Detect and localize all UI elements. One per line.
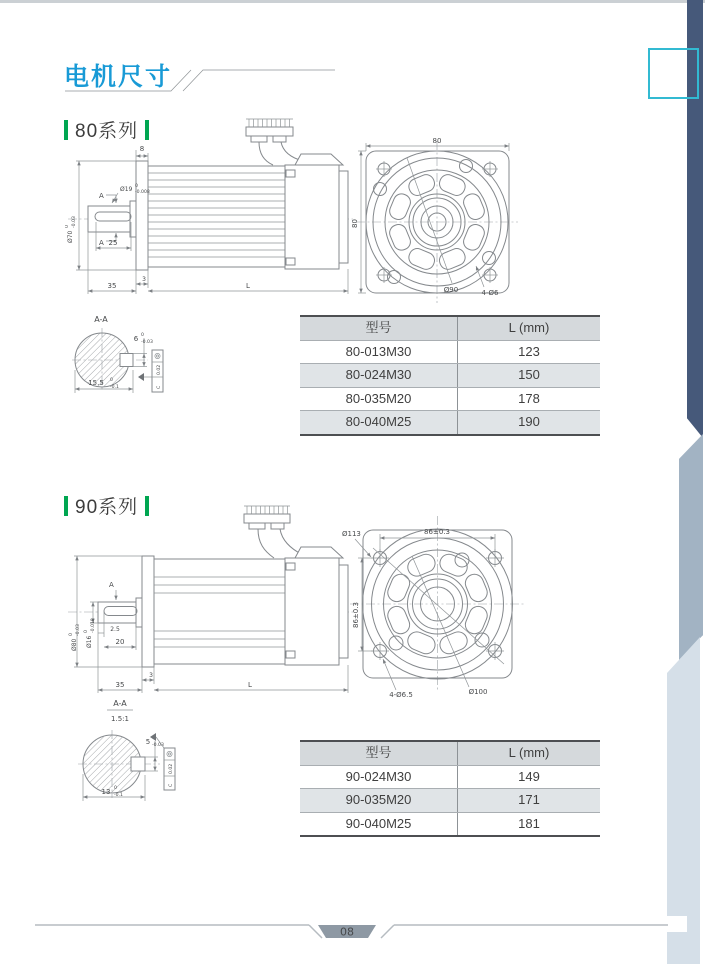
dim-pilot-tol-hi: 0 bbox=[65, 225, 70, 228]
page-title: 电机尺寸 bbox=[64, 63, 173, 91]
col-header-length: L (mm) bbox=[457, 742, 600, 765]
table-row bbox=[300, 410, 600, 434]
dim-outer-dia: Ø113 bbox=[342, 530, 361, 538]
dim-shaft-dia: Ø16 bbox=[86, 635, 93, 648]
cable bbox=[259, 142, 273, 165]
teal-outline-square bbox=[648, 48, 699, 99]
dim-pilot-circle: Ø90 bbox=[443, 286, 459, 294]
rear-housing bbox=[285, 165, 339, 269]
page-number: 08 bbox=[340, 925, 354, 939]
model-cell: 80-040M25 bbox=[345, 414, 412, 430]
tolerance-frame bbox=[138, 350, 163, 392]
table-row bbox=[300, 788, 600, 812]
finned-body bbox=[148, 166, 285, 267]
tolerance-frame bbox=[150, 733, 175, 790]
col-header-length: L (mm) bbox=[457, 317, 600, 340]
dim-shaft-tol-lo: -0.008 bbox=[135, 190, 150, 195]
table-row bbox=[300, 765, 600, 789]
dim-gap: 3 bbox=[142, 276, 146, 283]
connector-80 bbox=[246, 119, 303, 165]
section-marker-a-bottom: A bbox=[99, 239, 104, 247]
dimension-table-80 bbox=[300, 315, 600, 436]
dim-key-flat-hi: 0 bbox=[114, 786, 117, 791]
dim-flange-height: 80 bbox=[351, 219, 359, 228]
motor-90-front-view bbox=[340, 510, 530, 710]
dim-key-flat: 13 bbox=[101, 788, 111, 796]
table-header-row bbox=[300, 742, 600, 765]
dim-shaft-dia: Ø19 bbox=[120, 186, 133, 193]
top-edge-strip bbox=[0, 0, 705, 3]
section-marker-a-top: A bbox=[99, 192, 104, 200]
dim-mount-holes: 4-Ø6.5 bbox=[389, 691, 413, 699]
series-heading-label: 90系列 bbox=[75, 497, 139, 518]
motor-90-body bbox=[98, 547, 348, 667]
dim-pilot-tol-lo: -0.03 bbox=[72, 216, 77, 228]
shaft bbox=[88, 206, 130, 232]
dim-key-width-lo: -0.03 bbox=[141, 340, 153, 345]
keyway-flat bbox=[131, 757, 145, 771]
dim-key-offset: 2.5 bbox=[110, 626, 120, 633]
model-cell: 80-013M30 bbox=[345, 343, 412, 359]
dim-shaft-length: 35 bbox=[115, 681, 125, 689]
dim-pilot-circle: Ø100 bbox=[468, 688, 488, 696]
right-bar-medium bbox=[679, 434, 703, 660]
dim-pilot-tol-lo: -0.03 bbox=[76, 624, 81, 636]
motor-90-side-view bbox=[65, 495, 355, 705]
front-flange bbox=[142, 556, 154, 667]
dim-key-width-lo: -0.03 bbox=[152, 743, 164, 748]
model-cell: 90-040M25 bbox=[345, 815, 412, 831]
tolerance-value: 0.02 bbox=[157, 364, 162, 375]
dimension-table-90 bbox=[300, 740, 600, 837]
length-cell: 149 bbox=[457, 766, 600, 789]
dim-body-length: L bbox=[248, 681, 252, 689]
length-cell: 123 bbox=[457, 341, 600, 364]
cable bbox=[258, 529, 274, 558]
dim-shaft-tol-hi: 0 bbox=[84, 630, 89, 633]
table-header-row bbox=[300, 317, 600, 340]
dim-flange-thickness: 8 bbox=[139, 145, 145, 153]
length-cell: 181 bbox=[457, 813, 600, 836]
series-heading-label: 80系列 bbox=[75, 121, 139, 142]
table-row bbox=[300, 340, 600, 364]
dim-key-flat-lo: -0.1 bbox=[114, 793, 123, 798]
dim-shaft-tol-hi: 0 bbox=[135, 184, 138, 189]
datum-letter: C bbox=[169, 783, 174, 787]
dim-gap: 3 bbox=[149, 672, 153, 679]
terminal-housing bbox=[295, 154, 343, 165]
dim-key-width: 5 bbox=[145, 738, 151, 746]
table-row bbox=[300, 363, 600, 387]
keyway-flat bbox=[120, 354, 133, 367]
connector-90 bbox=[244, 506, 303, 558]
table-row bbox=[300, 387, 600, 411]
dim-mount-holes: 4-Ø6 bbox=[481, 289, 499, 297]
dim-pilot-tol-hi: 0 bbox=[69, 633, 74, 636]
section-scale: 1.5:1 bbox=[111, 715, 129, 723]
smooth-body bbox=[154, 559, 285, 664]
motor-80-body bbox=[88, 154, 348, 270]
dim-hole-span-v: 86±0.3 bbox=[352, 602, 360, 628]
section-title: A-A bbox=[113, 699, 127, 708]
length-cell: 190 bbox=[457, 411, 600, 434]
length-cell: 171 bbox=[457, 789, 600, 812]
dim-pilot-dia: Ø70 bbox=[67, 230, 74, 243]
length-cell: 150 bbox=[457, 364, 600, 387]
dim-pilot-dia: Ø80 bbox=[71, 638, 78, 651]
dim-key-length: 20 bbox=[115, 638, 125, 646]
dim-shaft-length: 35 bbox=[107, 282, 117, 290]
motor-80-side-view bbox=[65, 115, 355, 310]
motor-80-section-view bbox=[70, 308, 190, 420]
dim-body-length: L bbox=[246, 282, 250, 290]
page-footer bbox=[30, 912, 690, 946]
rear-cap bbox=[339, 171, 348, 263]
model-cell: 80-024M30 bbox=[345, 367, 412, 383]
dim-key-flat: 15.5 bbox=[88, 379, 104, 387]
dim-shaft-tol-lo: -0.018 bbox=[91, 618, 96, 633]
section-marker-a: A bbox=[109, 581, 114, 589]
datum-letter: C bbox=[157, 385, 162, 389]
front-flange bbox=[136, 161, 148, 270]
dim-key-flat-lo: -0.1 bbox=[110, 385, 119, 390]
motor-90-section-view bbox=[75, 692, 200, 817]
table-row bbox=[300, 812, 600, 836]
col-header-model: 型号 bbox=[365, 745, 392, 760]
section-title: A-A bbox=[94, 315, 108, 324]
motor-80-front-view bbox=[350, 130, 525, 305]
model-cell: 80-035M20 bbox=[345, 390, 412, 406]
dim-key-width-hi: 0 bbox=[141, 333, 144, 338]
mounting-holes bbox=[374, 160, 499, 284]
tolerance-value: 0.02 bbox=[169, 763, 174, 774]
dim-key-length: 25 bbox=[108, 239, 118, 247]
col-header-model: 型号 bbox=[365, 320, 392, 335]
dim-key-flat-hi: 0 bbox=[110, 378, 113, 383]
terminal-housing bbox=[295, 547, 343, 558]
dim-flange-width: 80 bbox=[432, 137, 442, 145]
dim-key-width: 6 bbox=[133, 335, 139, 343]
model-cell: 90-024M30 bbox=[345, 768, 412, 784]
length-cell: 178 bbox=[457, 388, 600, 411]
dim-hole-span-h: 86±0.3 bbox=[424, 528, 450, 536]
rear-housing bbox=[285, 558, 339, 665]
model-cell: 90-035M20 bbox=[345, 792, 412, 808]
